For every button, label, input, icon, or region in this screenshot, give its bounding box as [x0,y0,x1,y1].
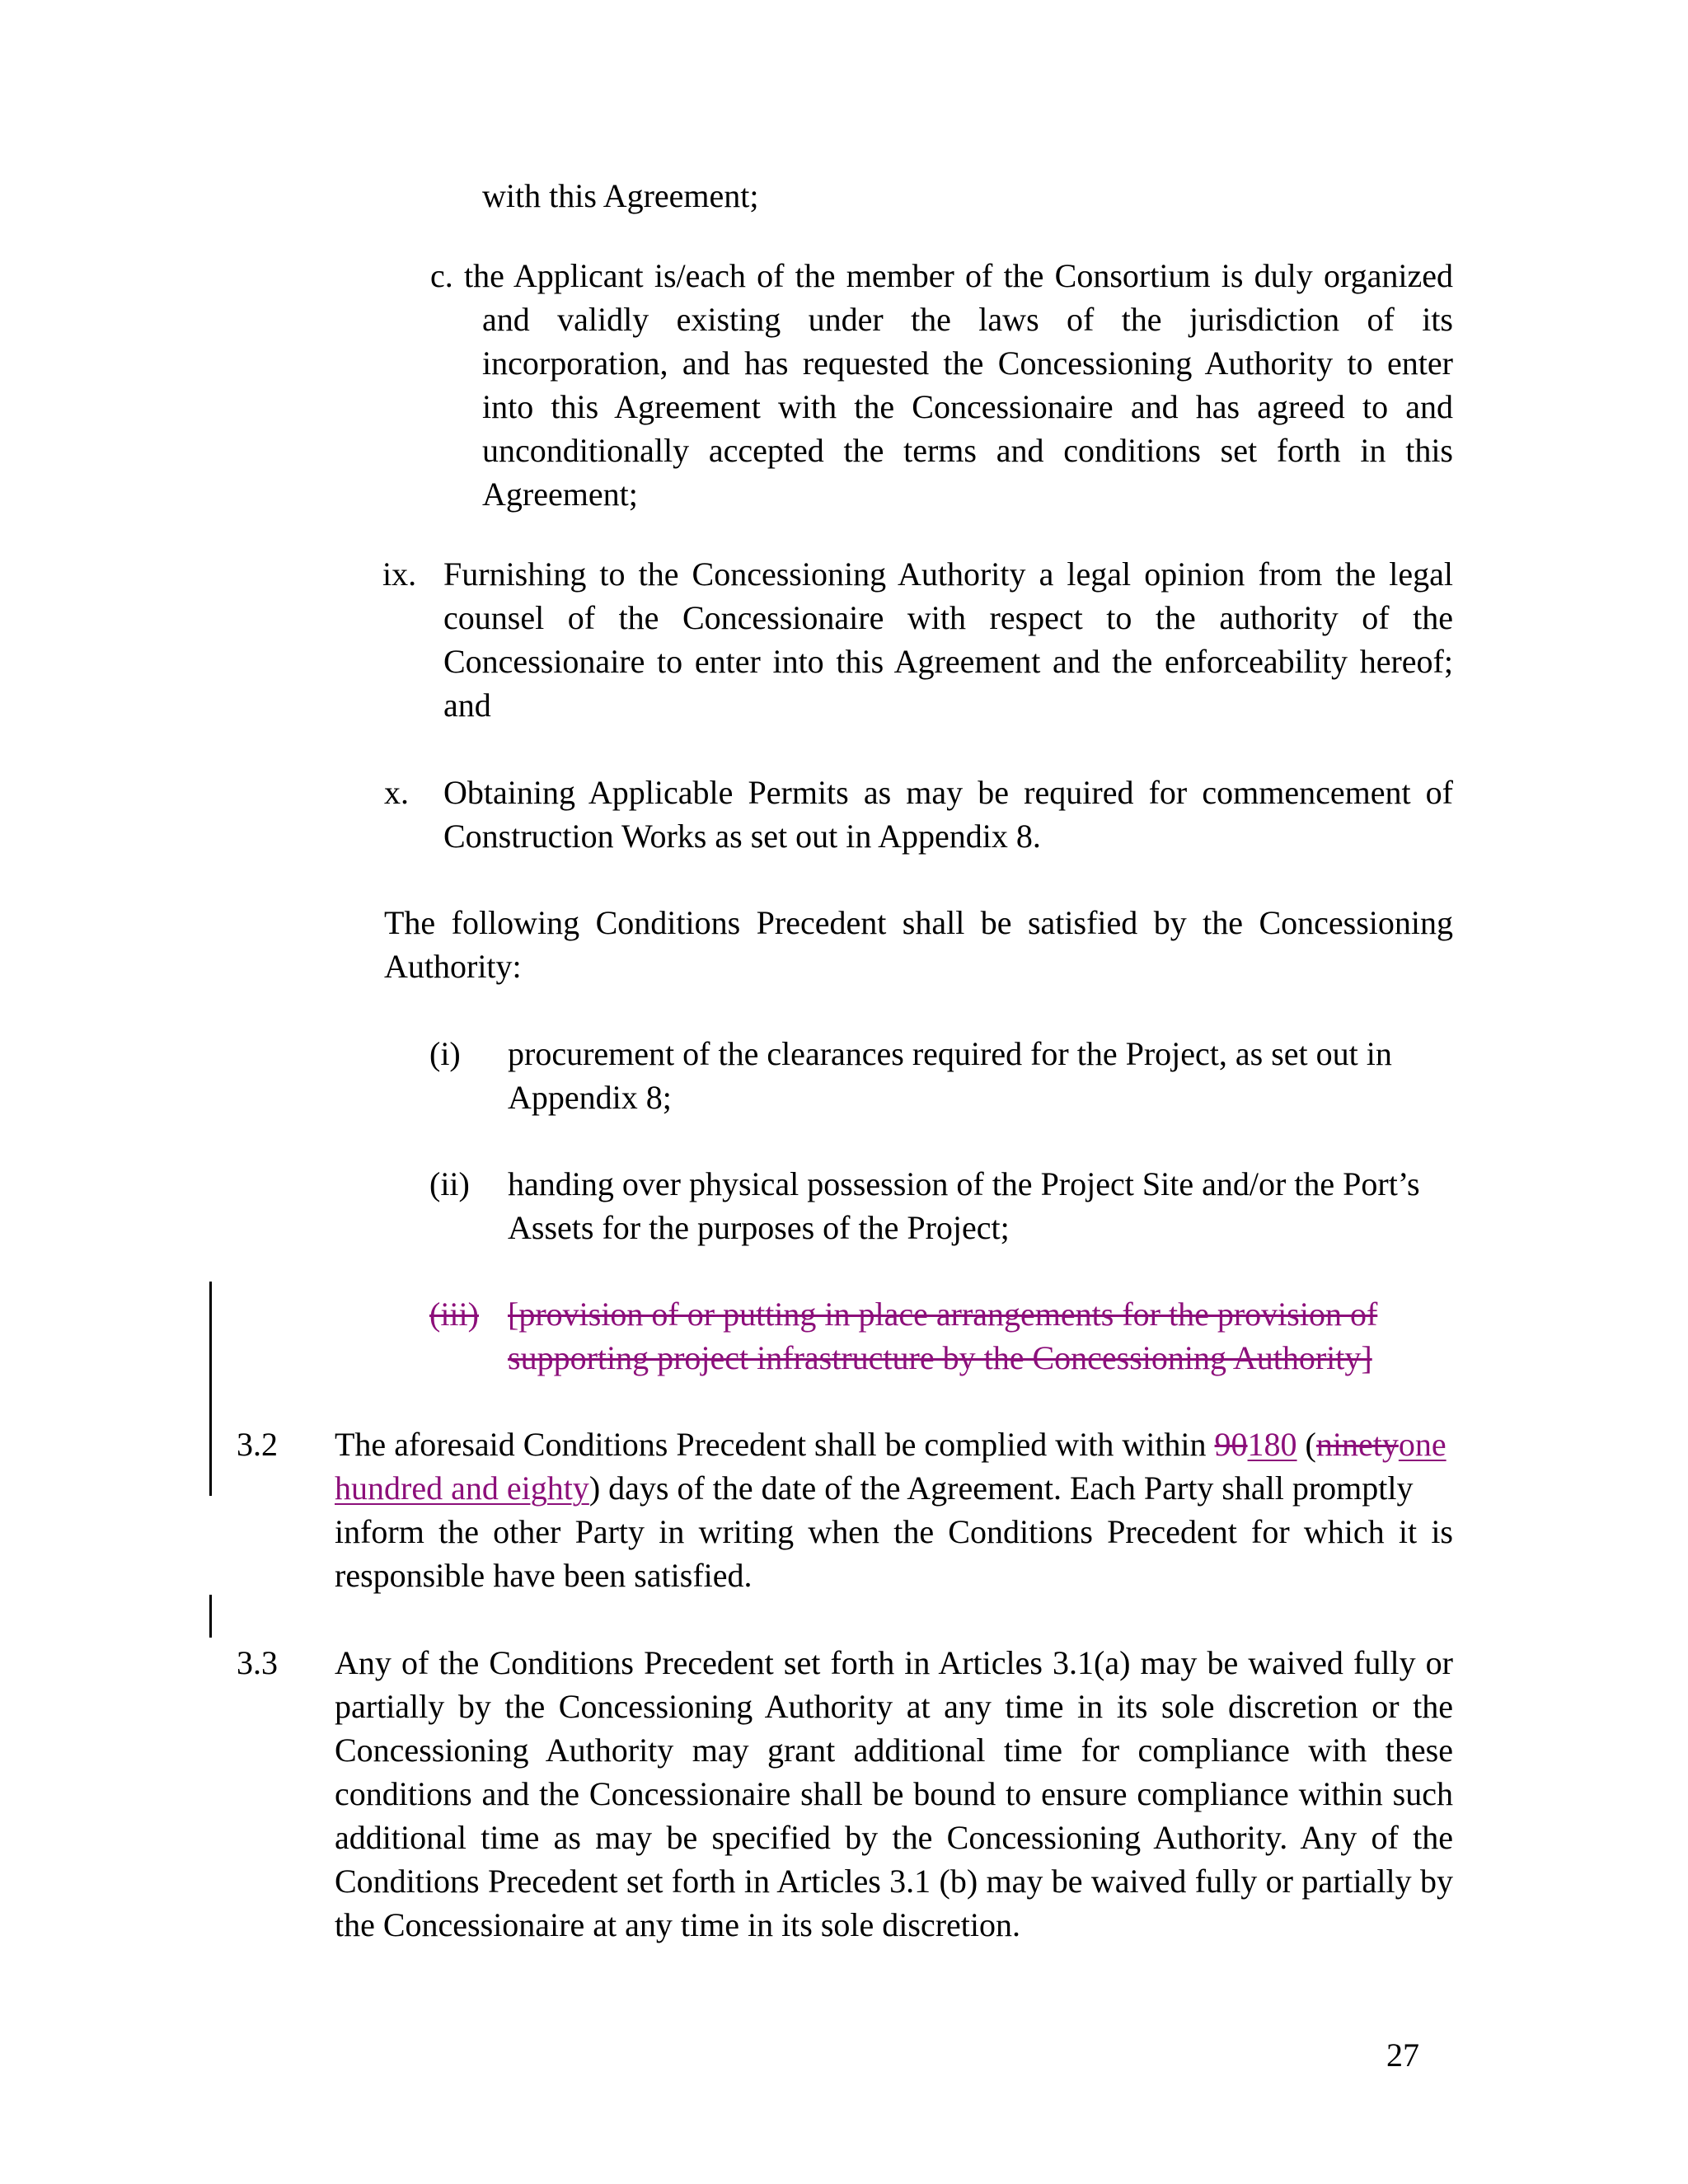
change-bar [209,1282,212,1496]
article-3-3-line: the Concessionaire at any time in its sole discretion. [335,1906,1021,1943]
text: ( [1296,1426,1316,1463]
inserted-text: hundred and eighty [335,1469,589,1507]
item-c-line: Agreement; [482,476,638,513]
authority-item-line: procurement of the clearances required for the Project, as set out in [508,1035,1392,1072]
list-marker: c. [430,257,453,294]
authority-item-line: handing over physical possession of the Project Site and/or the Port’s [508,1165,1420,1202]
deleted-text: 90 [1214,1426,1248,1463]
item-c-line: incorporation, and has requested the Concessioning Authority to enter [482,344,1453,382]
authority-item-line: Assets for the purposes of the Project; [508,1209,1010,1246]
deleted-marker: (iii) [429,1296,479,1333]
item-ix-line: Furnishing to the Concessioning Authority a legal opinion from the legal [443,555,1453,593]
article-3-2-line-2 [335,1469,1414,1507]
article-number: 3.2 [237,1426,278,1463]
article-3-3-line: partially by the Concessioning Authority at any time in its sole discretion or the [335,1688,1453,1725]
change-bar [209,1595,212,1638]
authority-item-line: Appendix 8; [508,1079,672,1116]
deleted-item-line: [provision of or putting in place arrangements for the provision of [508,1296,1378,1333]
item-c-line: and validly existing under the laws of the jurisdiction of its [482,301,1453,338]
article-3-2-line-1 [335,1428,1447,1461]
authority-intro-line: The following Conditions Precedent shall be satisfied by the Concessioning [384,904,1453,941]
inserted-text: one [1398,1426,1447,1463]
item-c-line: the Applicant is/each of the member of the Consortium is duly organized [464,257,1453,294]
text: ) days of the date of the Agreement. Each Party shall promptly [588,1469,1414,1507]
text: The aforesaid Conditions Precedent shall be complied with within [335,1426,1215,1463]
authority-intro-line: Authority: [384,948,522,985]
deleted-item-line: supporting project infrastructure by the Concessioning Authority] [508,1339,1372,1376]
list-marker: x. [384,774,409,811]
article-3-3-line: Concessioning Authority may grant additional time for compliance with these [335,1732,1453,1769]
article-number: 3.3 [237,1644,278,1681]
list-marker: (i) [429,1035,461,1072]
list-marker: ix. [382,555,417,593]
item-ix-line: and [443,687,491,724]
list-marker: (ii) [429,1165,470,1202]
item-x-line: Obtaining Applicable Permits as may be required for commencement of [443,774,1453,811]
article-3-3-line: Conditions Precedent set forth in Articles 3.1 (b) may be waived fully or partially by [335,1863,1453,1900]
article-3-2-line: responsible have been satisfied. [335,1557,753,1594]
inserted-text: 180 [1247,1426,1297,1463]
item-ix-line: Concessionaire to enter into this Agreement and the enforceability hereof; [443,643,1453,680]
article-3-3-line: Any of the Conditions Precedent set forth in Articles 3.1(a) may be waived fully or [335,1644,1453,1681]
article-3-3-line: additional time as may be specified by the Concessioning Authority. Any of the [335,1819,1453,1856]
deleted-text: ninety [1315,1426,1399,1463]
item-ix-line: counsel of the Concessionaire with respect to the authority of the [443,599,1453,636]
page-number: 27 [1386,2036,1419,2074]
article-3-2-line: inform the other Party in writing when the Conditions Precedent for which it is [335,1513,1453,1550]
continuation-text: with this Agreement; [482,177,759,214]
item-x-line: Construction Works as set out in Appendix 8. [443,818,1041,855]
item-c-line: into this Agreement with the Concessionaire and has agreed to and [482,388,1453,425]
item-c-line: unconditionally accepted the terms and conditions set forth in this [482,432,1453,469]
article-3-3-line: conditions and the Concessionaire shall be bound to ensure compliance within such [335,1775,1453,1812]
